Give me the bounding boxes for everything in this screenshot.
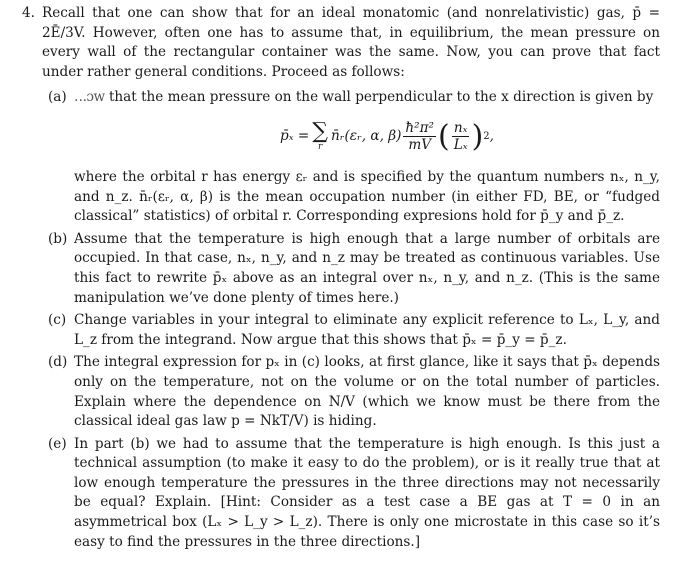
eq-fraction — [403, 120, 436, 153]
eq-paren-open: ( — [437, 118, 450, 154]
part-a-after: where the orbital r has energy εᵣ and is specified by the quantum numbers nₓ, n_y, and n_z. n̄ᵣ(εᵣ, α, β) is the mean occupation number (in either FD, BE, or “fudged classical” statistics) of orbital r. Corresponding expresions hold for p̄_y and p̄_z. — [74, 168, 660, 225]
part-b-label: (b) — [48, 230, 68, 247]
sum-symbol: ∑ — [312, 119, 328, 145]
eq-trailing-comma: , — [489, 128, 494, 145]
part-b — [42, 230, 660, 308]
sum-index: r — [317, 142, 323, 153]
eq-fraction-num: ħ²π² — [405, 120, 434, 137]
eq-lhs: p̄ₓ = — [280, 128, 310, 145]
part-e-label: (e) — [48, 435, 67, 452]
part-c-text: Change variables in your integral to eliminate any explicit reference to Lₓ, L_y, and L_z from the integrand. Now argue that this shows that p̄ₓ = p̄_y = p̄_z. — [74, 312, 660, 348]
part-e — [42, 435, 660, 553]
eq-occupation: n̄ᵣ(εᵣ, α, β) — [330, 128, 402, 145]
part-a-lead — [74, 88, 660, 108]
problem-number: 4. — [22, 5, 35, 21]
summation — [312, 121, 328, 152]
eq-power: 2 — [483, 131, 490, 143]
part-a-text: that the mean pressure on the wall perpendicular to the x direction is given by — [108, 89, 654, 106]
part-a — [42, 88, 660, 226]
problem-intro: Recall that one can show that for an ideal monatomic (and nonrelativistic) gas, p̄ = 2Ē/3V. However, often one has to assume that, in equilibrium, the mean pressure on every wall of the rectangular container was the same. Now, you can prove that fact under rather general conditions. Proceed as follows: — [42, 5, 660, 80]
part-d-text: The integral expression for pₓ in (c) looks, at first glance, like it says that p̄ₓ depends only on the temperature, not on the volume or on the total number of particles. Explain where the dependence on N/V (which we know must be there from the classical ideal gas law p = NkT/V) is hiding. — [74, 354, 660, 430]
part-c — [42, 311, 660, 350]
problem-4 — [22, 4, 660, 552]
part-a-label: (a) — [48, 89, 67, 106]
part-b-text: Assume that the temperature is high enough that a large number of orbitals are occupied. In that case, nₓ, n_y, and n_z may be treated as continuous variables. Use this fact to rewrite p̄ₓ above as an integral over nₓ, n_y, and n_z. (This is the same manipulation we’ve done plenty of times here.) — [74, 230, 660, 306]
smudged-word: ‥.ɔw — [74, 89, 105, 106]
eq-inner-num: nₓ — [453, 120, 468, 137]
part-d — [42, 353, 660, 431]
problem-parts — [42, 88, 660, 552]
part-e-text: In part (b) we had to assume that the temperature is high enough. Is this just a technical assumption (to make it easy to do the problem), or is it really true that at low enough temperature the pressures in the three directions may not necessarily be equal? Explain. [Hint: Consider as a test case a BE gas at T = 0 in an asymmetrical box (Lₓ > L_y > L_z). There is only one microstate in this case so it’s easy to find the pressures in the three directions.] — [74, 435, 660, 550]
eq-inner-fraction — [452, 120, 470, 153]
eq-fraction-den: mV — [408, 137, 432, 154]
eq-paren-close: ) — [471, 118, 484, 154]
part-d-label: (d) — [48, 354, 68, 371]
eq-inner-den: Lₓ — [453, 137, 468, 154]
part-c-label: (c) — [48, 312, 67, 329]
pressure-equation — [74, 112, 660, 162]
